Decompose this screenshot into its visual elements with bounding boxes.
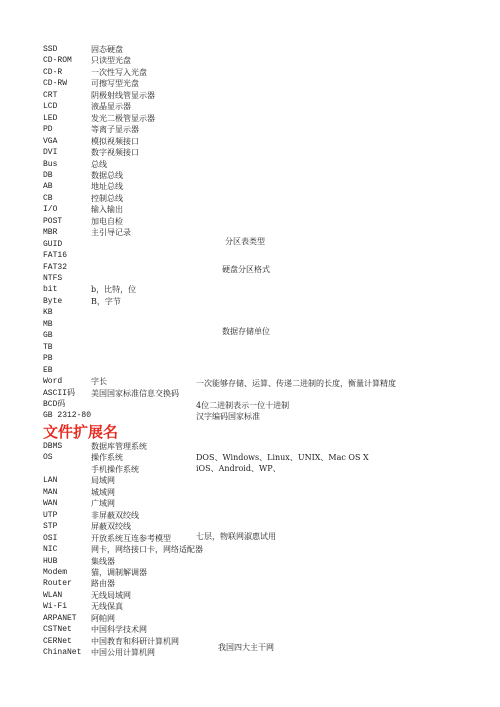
note-gb2312: 汉字编码国家标准 (196, 412, 260, 421)
term-abbr: NIC (43, 545, 58, 555)
term-abbr: LCD (43, 102, 58, 112)
section-heading: 文件扩展名 (43, 423, 119, 441)
term-abbr: MB (43, 319, 53, 329)
note-disk-partition-format: 硬盘分区格式 (222, 265, 270, 274)
term-meaning: 屏蔽双绞线 (91, 522, 131, 532)
term-abbr: Wi-Fi (43, 602, 68, 612)
term-meaning: 可擦写型光盘 (91, 79, 139, 89)
term-meaning: 广域网 (91, 499, 115, 509)
term-meaning: B，字节 (91, 296, 121, 306)
term-abbr: EB (43, 365, 53, 375)
term-abbr: POST (43, 216, 63, 226)
term-abbr: LAN (43, 476, 58, 486)
term-abbr: SSD (43, 45, 58, 54)
term-meaning: 发光二极管显示器 (91, 113, 155, 123)
term-abbr: FAT16 (43, 251, 68, 261)
term-meaning: 手机操作系统 (91, 464, 139, 474)
term-meaning: 输入输出 (91, 205, 123, 215)
term-meaning: 无线局域网 (91, 590, 131, 600)
note-data-storage-units: 数据存储单位 (222, 327, 270, 336)
term-abbr: NTFS (43, 274, 63, 283)
term-abbr: VGA (43, 136, 58, 146)
term-meaning: 集线器 (91, 556, 115, 566)
term-abbr: Bus (43, 159, 58, 169)
term-abbr: CD-RW (43, 79, 68, 89)
term-abbr: CERNet (43, 636, 72, 646)
note-os-examples: DOS、Windows、Linux、UNIX、Mac OS X (196, 453, 369, 462)
term-meaning: 主引导记录 (91, 228, 131, 238)
term-abbr: WLAN (43, 590, 63, 600)
term-meaning: b，比特，位 (91, 285, 137, 295)
term-abbr: OS (43, 453, 53, 463)
term-abbr: BCD码 (43, 399, 66, 409)
term-meaning: 加电自检 (91, 216, 123, 226)
term-meaning: 路由器 (91, 579, 115, 589)
term-meaning: 等离子显示器 (91, 125, 139, 135)
term-meaning: 非屏蔽双绞线 (91, 510, 139, 520)
term-meaning: 总线 (91, 159, 107, 169)
term-meaning: 一次性写入光盘 (91, 67, 147, 77)
term-meaning: 城域网 (91, 487, 115, 497)
term-meaning: 美国国家标准信息交换码 (91, 388, 179, 398)
term-abbr: ASCII码 (43, 388, 76, 398)
term-abbr: LED (43, 113, 58, 123)
term-meaning: 固态硬盘 (91, 45, 123, 54)
term-abbr: GUID (43, 239, 63, 249)
term-abbr: Word (43, 377, 63, 387)
term-abbr: Byte (43, 296, 63, 306)
term-abbr: GB (43, 331, 53, 341)
term-meaning: 中国科学技术网 (91, 625, 147, 635)
term-abbr: KB (43, 308, 53, 318)
term-abbr: DBMS (43, 442, 63, 451)
term-meaning: 控制总线 (91, 193, 123, 203)
term-abbr: FAT32 (43, 262, 68, 272)
term-abbr: CRT (43, 90, 58, 100)
term-meaning: 数据总线 (91, 170, 123, 180)
note-backbone-networks: 我国四大主干网 (218, 643, 274, 652)
term-abbr: ChinaNet (43, 648, 82, 658)
term-abbr: DVI (43, 148, 58, 158)
term-abbr: bit (43, 285, 58, 295)
term-meaning: 中国教育和科研计算机网 (91, 636, 179, 646)
term-abbr: ARPANET (43, 613, 77, 623)
term-meaning: 操作系统 (91, 453, 123, 463)
term-meaning: 中国公用计算机网 (91, 648, 155, 658)
term-meaning: 液晶显示器 (91, 102, 131, 112)
term-abbr: UTP (43, 510, 58, 520)
term-abbr: PB (43, 354, 53, 364)
term-abbr: WAN (43, 499, 58, 509)
term-meaning: 地址总线 (91, 182, 123, 192)
note-word-length: 一次能够存储、运算、传递二进制的长度，衡量计算精度 (196, 379, 396, 388)
term-abbr: STP (43, 522, 58, 532)
term-meaning: 局域网 (91, 476, 115, 486)
term-meaning: 只读型光盘 (91, 56, 131, 66)
term-abbr: CSTNet (43, 625, 72, 635)
term-abbr: MAN (43, 487, 58, 497)
term-meaning: 模拟视频接口 (91, 136, 139, 146)
term-abbr: OSI (43, 533, 58, 543)
term-abbr: CD-ROM (43, 56, 72, 66)
term-meaning: 网卡，网络接口卡，网络适配器 (91, 545, 203, 555)
term-meaning: 数据库管理系统 (91, 442, 147, 451)
term-abbr: MBR (43, 228, 58, 238)
term-abbr: PD (43, 125, 53, 135)
note-partition-table-type: 分区表类型 (225, 237, 265, 246)
note-bcd-code: 4位二进制表示一位十进制 (196, 401, 290, 410)
note-mobile-os-examples: iOS、Android、WP、 (196, 464, 281, 473)
term-abbr: CD-R (43, 67, 63, 77)
term-meaning: 字长 (91, 377, 107, 387)
term-meaning: 猫，调制解调器 (91, 567, 147, 577)
term-abbr: Router (43, 579, 72, 589)
term-abbr: CB (43, 193, 53, 203)
term-abbr: Modem (43, 567, 68, 577)
term-meaning: 数字视频接口 (91, 148, 139, 158)
term-abbr: AB (43, 182, 53, 192)
term-meaning: 开放系统互连参考模型 (91, 533, 171, 543)
term-abbr: DB (43, 170, 53, 180)
term-meaning: 阿帕网 (91, 613, 115, 623)
term-abbr: TB (43, 342, 53, 352)
term-abbr: I/O (43, 205, 58, 215)
term-meaning: 阴极射线管显示器 (91, 90, 155, 100)
term-abbr: GB 2312-80 (43, 411, 92, 421)
note-osi-layers: 七层，物联网淑惠试用 (196, 532, 276, 541)
term-meaning: 无线保真 (91, 602, 123, 612)
term-abbr: HUB (43, 556, 58, 566)
